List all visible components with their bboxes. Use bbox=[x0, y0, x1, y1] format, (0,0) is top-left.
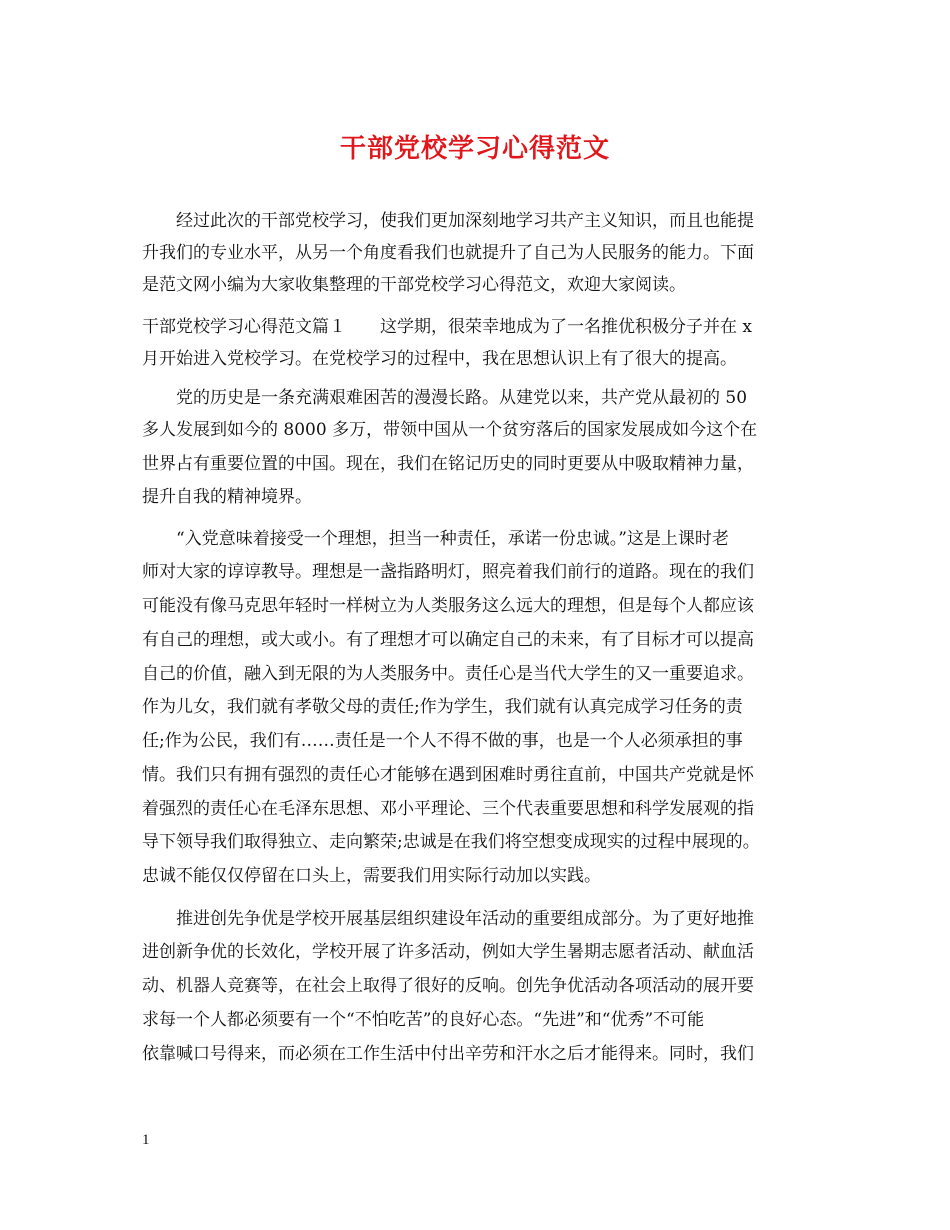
text-line: 师对大家的谆谆教导。理想是一盏指路明灯，照亮着我们前行的道路。现在的我们 bbox=[142, 562, 754, 582]
text-line: 任;作为公民，我们有……责任是一个人不得不做的事，也是一个人必须承担的事 bbox=[142, 731, 743, 751]
text-line: 升我们的专业水平，从另一个角度看我们也就提升了自己为人民服务的能力。下面 bbox=[142, 243, 754, 263]
page-number: 1 bbox=[142, 1132, 150, 1148]
text-line: 导下领导我们取得独立、走向繁荣;忠诚是在我们将空想变成现实的过程中展现的。 bbox=[142, 832, 760, 852]
text-line: 进创新争优的长效化，学校开展了许多活动，例如大学生暑期志愿者活动、献血活 bbox=[142, 942, 754, 962]
page-title: 干部党校学习心得范文 bbox=[339, 134, 610, 164]
text-line: 干部党校学习心得范文篇１ 这学期，很荣幸地成为了一名推优积极分子并在 x bbox=[142, 317, 752, 337]
text-line: 推进创先争优是学校开展基层组织建设年活动的重要组成部分。为了更好地推 bbox=[142, 909, 754, 929]
text-line: 情。我们只有拥有强烈的责任心才能够在遇到困难时勇往直前，中国共产党就是怀 bbox=[142, 765, 754, 785]
text-line: 世界占有重要位置的中国。现在，我们在铭记历史的同时更要从中吸取精神力量， bbox=[142, 454, 754, 474]
text-line: 有自己的理想，或大或小。有了理想才可以确定自己的未来，有了目标才可以提高 bbox=[142, 630, 754, 650]
text-line: 多人发展到如今的 8000 多万，带领中国从一个贫穷落后的国家发展成如今这个在 bbox=[142, 420, 758, 440]
text-line: 自己的价值，融入到无限的为人类服务中。责任心是当代大学生的又一重要追求。 bbox=[142, 664, 754, 684]
text-line: 着强烈的责任心在毛泽东思想、邓小平理论、三个代表重要思想和科学发展观的指 bbox=[142, 799, 754, 819]
text-line: 提升自我的精神境界。 bbox=[142, 487, 312, 507]
text-line: 忠诚不能仅仅停留在口头上，需要我们用实际行动加以实践。 bbox=[142, 866, 601, 886]
text-line: 求每一个人都必须要有一个“不怕吃苦”的良好心态。“先进”和“优秀”不可能 bbox=[142, 1010, 705, 1030]
text-line: 动、机器人竞赛等，在社会上取得了很好的反响。创先争优活动各项活动的展开要 bbox=[142, 976, 754, 996]
text-line: 依靠喊口号得来，而必须在工作生活中付出辛劳和汗水之后才能得来。同时，我们 bbox=[142, 1044, 754, 1064]
text-line: “入党意味着接受一个理想，担当一种责任，承诺一份忠诚。”这是上课时老 bbox=[142, 529, 729, 549]
text-line: 可能没有像马克思年轻时一样树立为人类服务这么远大的理想，但是每个人都应该 bbox=[142, 596, 754, 616]
text-line: 经过此次的干部党校学习，使我们更加深刻地学习共产主义知识，而且也能提 bbox=[142, 211, 754, 231]
text-line: 是范文网小编为大家收集整理的干部党校学习心得范文，欢迎大家阅读。 bbox=[142, 275, 686, 295]
text-line: 党的历史是一条充满艰难困苦的漫漫长路。从建党以来，共产党从最初的 50 bbox=[142, 388, 748, 408]
text-line: 月开始进入党校学习。在党校学习的过程中，我在思想认识上有了很大的提高。 bbox=[142, 349, 737, 369]
text-line: 作为儿女，我们就有孝敬父母的责任;作为学生，我们就有认真完成学习任务的责 bbox=[142, 697, 743, 717]
